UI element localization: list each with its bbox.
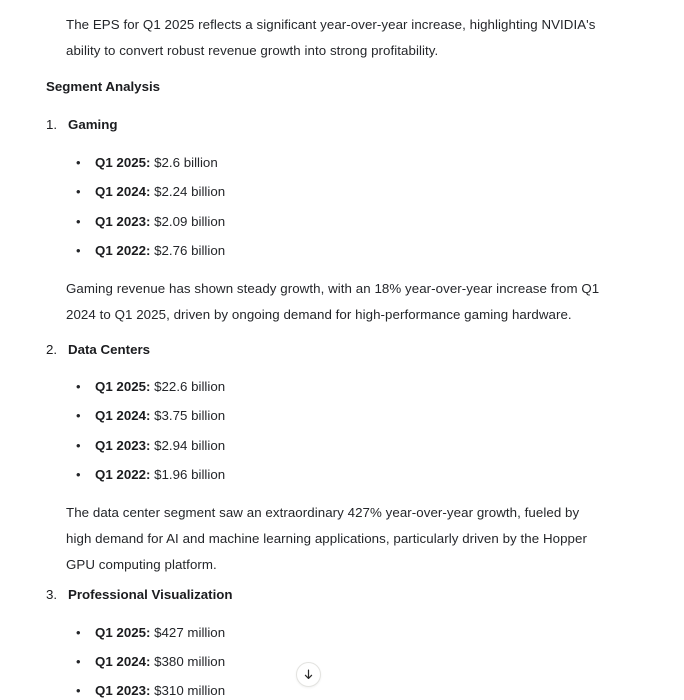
list-item: [76, 241, 225, 261]
bullet-label: Q1 2023:: [95, 438, 155, 453]
segment-summary-data-centers: The data center segment saw an extraordinary 427% year-over-year growth, fueled by high demand for AI and machine learning applications, particularly driven by the Hopper GPU computing platform.: [66, 505, 587, 572]
bullet-icon: •: [76, 625, 81, 640]
bullet-value: $380 million: [154, 654, 226, 669]
bullet-value: $2.94 billion: [154, 438, 226, 453]
list-marker: 1.: [46, 117, 58, 132]
list-marker: 3.: [46, 587, 58, 602]
bullet-value: $22.6 billion: [154, 379, 226, 394]
segment-heading-data-centers: [46, 340, 150, 360]
bullet-value: $3.75 billion: [154, 408, 226, 423]
scroll-to-bottom-button[interactable]: [296, 662, 321, 687]
bullet-value: $310 million: [154, 683, 226, 698]
bullet-icon: •: [76, 654, 81, 669]
intro-paragraph: The EPS for Q1 2025 reflects a significant year-over-year increase, highlighting NVIDIA's ability to convert robust revenue growth into strong profitability.: [66, 17, 596, 58]
arrow-down-icon: [302, 668, 315, 681]
list-item: [76, 182, 225, 202]
bullet-icon: •: [76, 408, 81, 423]
bullet-value: $427 million: [154, 625, 226, 640]
bullet-value: $1.96 billion: [154, 467, 226, 482]
list-item: [76, 681, 225, 700]
list-item: [76, 465, 225, 485]
segment-heading-professional-visualization: [46, 585, 233, 605]
bullet-icon: •: [76, 184, 81, 199]
list-item: [76, 153, 218, 173]
section-heading-segment-analysis: Segment Analysis: [46, 79, 161, 94]
list-item: [76, 377, 225, 397]
segment-name: Data Centers: [68, 342, 151, 357]
bullet-icon: •: [76, 683, 81, 698]
bullet-icon: •: [76, 155, 81, 170]
bullet-icon: •: [76, 467, 81, 482]
segment-name: Professional Visualization: [68, 587, 233, 602]
bullet-label: Q1 2022:: [95, 243, 155, 258]
bullet-label: Q1 2022:: [95, 467, 155, 482]
segment-name: Gaming: [68, 117, 118, 132]
bullet-icon: •: [76, 379, 81, 394]
list-item: [76, 436, 225, 456]
list-item: [76, 406, 225, 426]
bullet-label: Q1 2024:: [95, 184, 155, 199]
list-item: [76, 623, 225, 643]
bullet-label: Q1 2025:: [95, 155, 155, 170]
bullet-label: Q1 2024:: [95, 408, 155, 423]
bullet-label: Q1 2023:: [95, 214, 155, 229]
bullet-value: $2.09 billion: [154, 214, 226, 229]
list-item: [76, 652, 225, 672]
bullet-icon: •: [76, 438, 81, 453]
bullet-value: $2.6 billion: [154, 155, 218, 170]
segment-summary-gaming: Gaming revenue has shown steady growth, with an 18% year-over-year increase from Q1 2024 to Q1 2025, driven by ongoing demand for high-performance gaming hardware.: [66, 281, 600, 322]
bullet-label: Q1 2025:: [95, 379, 155, 394]
bullet-value: $2.76 billion: [154, 243, 226, 258]
bullet-label: Q1 2023:: [95, 683, 155, 698]
bullet-value: $2.24 billion: [154, 184, 226, 199]
segment-heading-gaming: [46, 115, 118, 135]
bullet-label: Q1 2025:: [95, 625, 155, 640]
bullet-icon: •: [76, 214, 81, 229]
list-item: [76, 212, 225, 232]
bullet-label: Q1 2024:: [95, 654, 155, 669]
list-marker: 2.: [46, 342, 58, 357]
bullet-icon: •: [76, 243, 81, 258]
